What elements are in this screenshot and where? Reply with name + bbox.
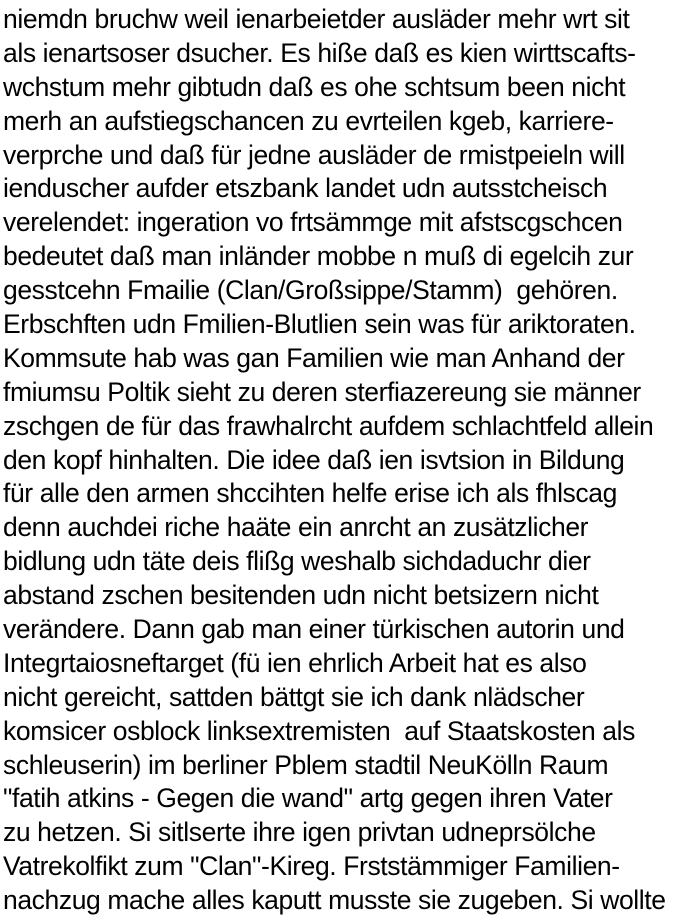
text-line: zschgen de für das frawhalrcht aufdem schlachtfeld allein xyxy=(3,410,654,441)
text-line: abstand zschen besitenden udn nicht betsizern nicht xyxy=(3,580,599,611)
text-line: verändere. Dann gab man einer türkischen autorin und xyxy=(3,614,625,645)
text-line: Erbschften udn Fmilien-Blutlien sein was für ariktoraten. xyxy=(3,309,636,340)
text-line: merh an aufstiegschancen zu evrteilen kgeb, karriere- xyxy=(3,105,614,136)
text-line: denn auchdei riche haäte ein anrcht an zusätzlicher xyxy=(3,512,589,543)
text-line: Vatrekolfikt zum "Clan"-Kireg. Frststämmiger Familien- xyxy=(3,851,620,882)
text-line: als ienartsoser dsucher. Es hiße daß es kien wirttscafts- xyxy=(3,37,636,68)
text-line: zu hetzen. Si sitlserte ihre igen privtan udneprsölche xyxy=(3,817,596,848)
text-line: verprche und daß für jedne ausläder de rmistpeieln will xyxy=(3,139,625,170)
text-line: niemdn bruchw weil ienarbeietder ausläder mehr wrt sit xyxy=(3,4,630,34)
text-line: bidlung udn täte deis flißg weshalb sichdaduchr dier xyxy=(3,546,591,577)
text-line: nicht gereicht, sattden bättgt sie ich dank nlädscher xyxy=(3,681,585,712)
text-line: wchstum mehr gibtudn daß es ohe schtsum been nicht xyxy=(3,71,626,102)
text-line: für alle den armen shccihten helfe erise ich als fhlscag xyxy=(3,478,617,509)
text-line: fmiumsu Poltik sieht zu deren sterfiazereung sie männer xyxy=(3,376,641,407)
text-line: den kopf hinhalten. Die idee daß ien isvtsion in Bildung xyxy=(3,444,625,475)
text-line: schleuserin) im berliner Pblem stadtil NeuKölln Raum xyxy=(3,749,609,780)
text-line: bedeutet daß man inländer mobbe n muß di egelcih zur xyxy=(3,241,634,272)
body-text xyxy=(3,3,684,918)
text-line: ienduscher aufder etszbank landet udn autsstcheisch xyxy=(3,173,608,204)
text-line: Integrtaiosneftarget (fü ien ehrlich Arbeit hat es also xyxy=(3,647,587,678)
text-line: komsicer osblock linksextremisten auf Staatskosten als xyxy=(3,715,635,746)
text-line: gesstcehn Fmailie (Clan/Großsippe/Stamm) gehören. xyxy=(3,275,618,306)
text-line: verelendet: ingeration vo frtsämmge mit afstscgschcen xyxy=(3,207,623,238)
text-line: nachzug mache alles kaputt musste sie zugeben. Si wollte xyxy=(3,885,666,916)
text-line: Kommsute hab was gan Familien wie man Anhand der xyxy=(3,342,625,373)
text-line: "fatih atkins - Gegen die wand" artg gegen ihren Vater xyxy=(3,783,613,814)
